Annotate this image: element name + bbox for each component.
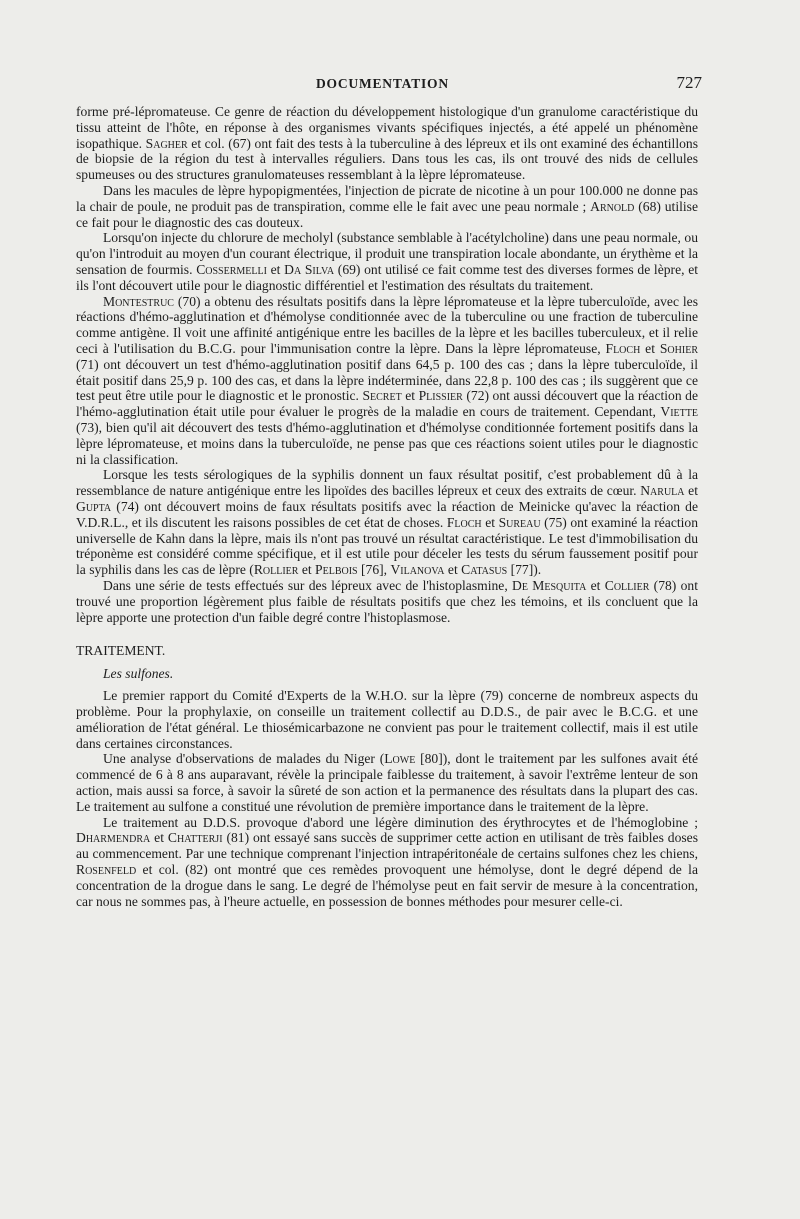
author-name: Chatterji bbox=[167, 830, 223, 846]
text: et col. (82) ont montré que ces remèdes provoquent une hémolyse, dont le degré dépend de la concentration de la drogue dans le sang. Le degré de l'hémolyse peut en fait servir de mesure à la concentration, car nous ne sommes pas, à l'heure actuelle, en possession de bonnes méthodes pour mesurer celle-ci. bbox=[76, 862, 698, 909]
paragraph-2 bbox=[76, 183, 698, 230]
author-name: Gupta bbox=[76, 498, 112, 514]
running-title: DOCUMENTATION bbox=[316, 76, 449, 91]
author-name: De Mesquita bbox=[512, 577, 587, 593]
author-name: Vilanova bbox=[390, 562, 445, 578]
text: [76], bbox=[357, 562, 391, 578]
author-name: Secret bbox=[362, 388, 402, 404]
author-name: Plissier bbox=[418, 388, 463, 404]
author-name: Floch bbox=[605, 340, 641, 356]
paragraph-6 bbox=[76, 578, 698, 625]
text: Une analyse d'observations de malades du Niger ( bbox=[103, 751, 385, 767]
author-name: Rollier bbox=[253, 562, 299, 578]
author-name: Narula bbox=[640, 483, 685, 499]
author-name: Rosenfeld bbox=[76, 862, 137, 878]
text: et col. (67) ont fait des tests à la tuberculine à des lépreux et ils ont examiné des échantillons de biopsie de la région du test à intervalles réguliers. Dans tous les cas, ils ont trouvé des nids de cellules spumeuses ou des structures granulomateuses ressemblant à la lèpre lépromateuse. bbox=[76, 135, 698, 183]
paragraph-3 bbox=[76, 230, 698, 293]
text: Le premier rapport du Comité d'Experts de la W.H.O. sur la lèpre (79) concerne de nombreux aspects du problème. Pour la prophylaxie, on conseille un traitement collectif au D.D.S., de pair avec le B.C.G. et une amélioration de l'état général. Le thiosémicarbazone ne convient pas pour le traitement collectif, mais il est utile dans certaines circonstances. bbox=[76, 688, 698, 751]
author-name: Da Silva bbox=[284, 261, 335, 277]
text: [80]), dont le traitement par les sulfones avait été commencé de 6 à 8 ans auparavant, révèle la principale faiblesse du traitement, à savoir l'extrême lenteur de son action, mais aussi sa force, à savoir la sûreté de son action et la permanence des résultats dans la plupart des cas. Le traitement au sulfone a constitué une révolution de première importance dans le traitement de la lèpre. bbox=[76, 751, 698, 814]
text: et bbox=[401, 388, 419, 404]
paragraph-8 bbox=[76, 751, 698, 814]
text: Le traitement au D.D.S. provoque d'abord une légère diminution des érythrocytes et de l'hémoglobine ; bbox=[103, 814, 698, 830]
text: (73), bien qu'il ait découvert des tests d'hémo-agglutination et d'hémolyse conditionnée fortement positifs dans la lèpre lépromateuse, et moins dans la tuberculoïde, ne pense pas que ces réactions soient utiles pour le diagnostic ni la classification. bbox=[76, 419, 698, 467]
text: et bbox=[266, 261, 285, 277]
text: et bbox=[684, 483, 698, 499]
text: [77]). bbox=[507, 562, 542, 578]
text: (71) ont découvert un test d'hémo-agglutination positif dans 64,5 p. 100 des cas ; dans la lèpre tuberculoïde, il était positif dans 25,9 p. 100 des cas, et dans la lèpre indéterminée, dans 22,8 p. 100 des cas ; ils suggèrent que ce test peut être utile pour le diagnostic et le pronostic. bbox=[76, 356, 698, 404]
text: Dans les macules de lèpre hypopigmentées, l'injection de picrate de nicotine à un pour 100.000 ne donne pas la chair de poule, ne produit pas de transpiration, comme elle le fait avec une peau normale ; bbox=[76, 182, 698, 214]
text: Lorsque les tests sérologiques de la syphilis donnent un faux résultat positif, c'est probablement dû à la ressemblance de nature antigénique entre les lipoïdes des bacilles lépreux et ceux des extraits de cœur. bbox=[76, 467, 698, 499]
paragraph-5 bbox=[76, 467, 698, 578]
text: et bbox=[481, 514, 499, 530]
text: Dans une série de tests effectués sur des lépreux avec de l'histoplasmine, bbox=[103, 577, 513, 593]
author-name: Arnold bbox=[590, 198, 635, 214]
author-name: Catasus bbox=[461, 562, 508, 578]
author-name: Sohier bbox=[659, 340, 698, 356]
author-name: Sagher bbox=[145, 135, 188, 151]
text: et bbox=[586, 577, 605, 593]
paragraph-9 bbox=[76, 815, 698, 910]
text: (68) utilise ce fait pour le diagnostic des cas douteux. bbox=[76, 198, 698, 230]
text: Lorsqu'on injecte du chlorure de mecholyl (substance semblable à l'acétylcholine) dans une peau normale, ou qu'on l'introduit au moyen d'un courant électrique, il produit une transpiration locale abondante, un érythème et la sensation de fourmis. bbox=[76, 230, 698, 277]
text: forme pré-lépromateuse. Ce genre de réaction du développement histologique d'un granulome caractéristique du tissu atteint de l'hôte, en réponse à des organismes vivants spécifiques injectés, a été appelé un phénomène isopathique. bbox=[76, 104, 698, 151]
paragraph-4 bbox=[76, 294, 698, 468]
paragraph-7 bbox=[76, 688, 698, 751]
author-name: Lowe bbox=[384, 751, 416, 767]
text: (75) ont examiné la réaction universelle de Kahn dans la lèpre, mais ils n'ont pas trouvé un résultat caractéristique. Le test d'immobilisation du tréponème est considéré comme spécifique, et il est utile pour déceler les tests du sérum faussement positif pour la syphilis dans les cas de lèpre ( bbox=[76, 514, 699, 578]
text: (70) a obtenu des résultats positifs dans la lèpre lépromateuse et la lèpre tuberculoïde, avec les réactions d'hémo-agglutination et d'hémolyse conditionnée avec de la tuberculine ou une fraction de tuberculine comme antigène. Il voit une affinité antigénique entre les bacilles de la lèpre et les bacilles tuberculeux, et il relie ceci à l'utilisation du B.C.G. pour l'immunisation contre la lèpre. Dans la lèpre lépromateuse, bbox=[76, 293, 698, 356]
text: et bbox=[444, 562, 462, 578]
author-name: Viette bbox=[660, 404, 698, 420]
author-name: Floch bbox=[446, 514, 482, 530]
author-name: Pelbois bbox=[315, 562, 358, 578]
text: (81) ont essayé sans succès de supprimer cette action en utilisant de très faibles doses au commencement. Par une technique comprenant l'injection intrapéritonéale de certains sulfones chez les chiens, bbox=[76, 830, 698, 862]
text: et bbox=[298, 562, 316, 578]
text: (78) ont trouvé une proportion légèrement plus faible de résultats positifs que chez les témoins, et ils concluent que la lèpre apporte une protection d'un faible degré contre l'histoplasmose. bbox=[76, 577, 698, 625]
author-name: Sureau bbox=[498, 514, 541, 530]
section-heading: TRAITEMENT. bbox=[76, 643, 166, 659]
subsection-heading: Les sulfones. bbox=[103, 666, 174, 682]
author-name: Cossermelli bbox=[196, 261, 267, 277]
paragraph-1 bbox=[76, 104, 698, 183]
author-name: Montestruc bbox=[103, 293, 174, 309]
text: et bbox=[150, 830, 168, 846]
article-body bbox=[76, 104, 698, 909]
text: (74) ont découvert moins de faux résultats positifs avec la réaction de Meinicke qu'avec la réaction de V.D.R.L., et ils discutent les raisons possibles de cet état de choses. bbox=[76, 498, 698, 530]
page-header bbox=[316, 73, 702, 95]
author-name: Collier bbox=[604, 577, 650, 593]
page-number: 727 bbox=[676, 73, 702, 92]
author-name: Dharmendra bbox=[76, 830, 151, 846]
text: (72) ont aussi découvert que la réaction de l'hémo-agglutination était utile pour évaluer le progrès de la maladie en cours de traitement. Cependant, bbox=[76, 388, 699, 420]
text: et bbox=[640, 340, 660, 356]
text: (69) ont utilisé ce fait comme test des diverses formes de lèpre, et ils l'ont découvert utile pour le diagnostic différentiel et l'estimation des résultats du traitement. bbox=[76, 261, 698, 293]
